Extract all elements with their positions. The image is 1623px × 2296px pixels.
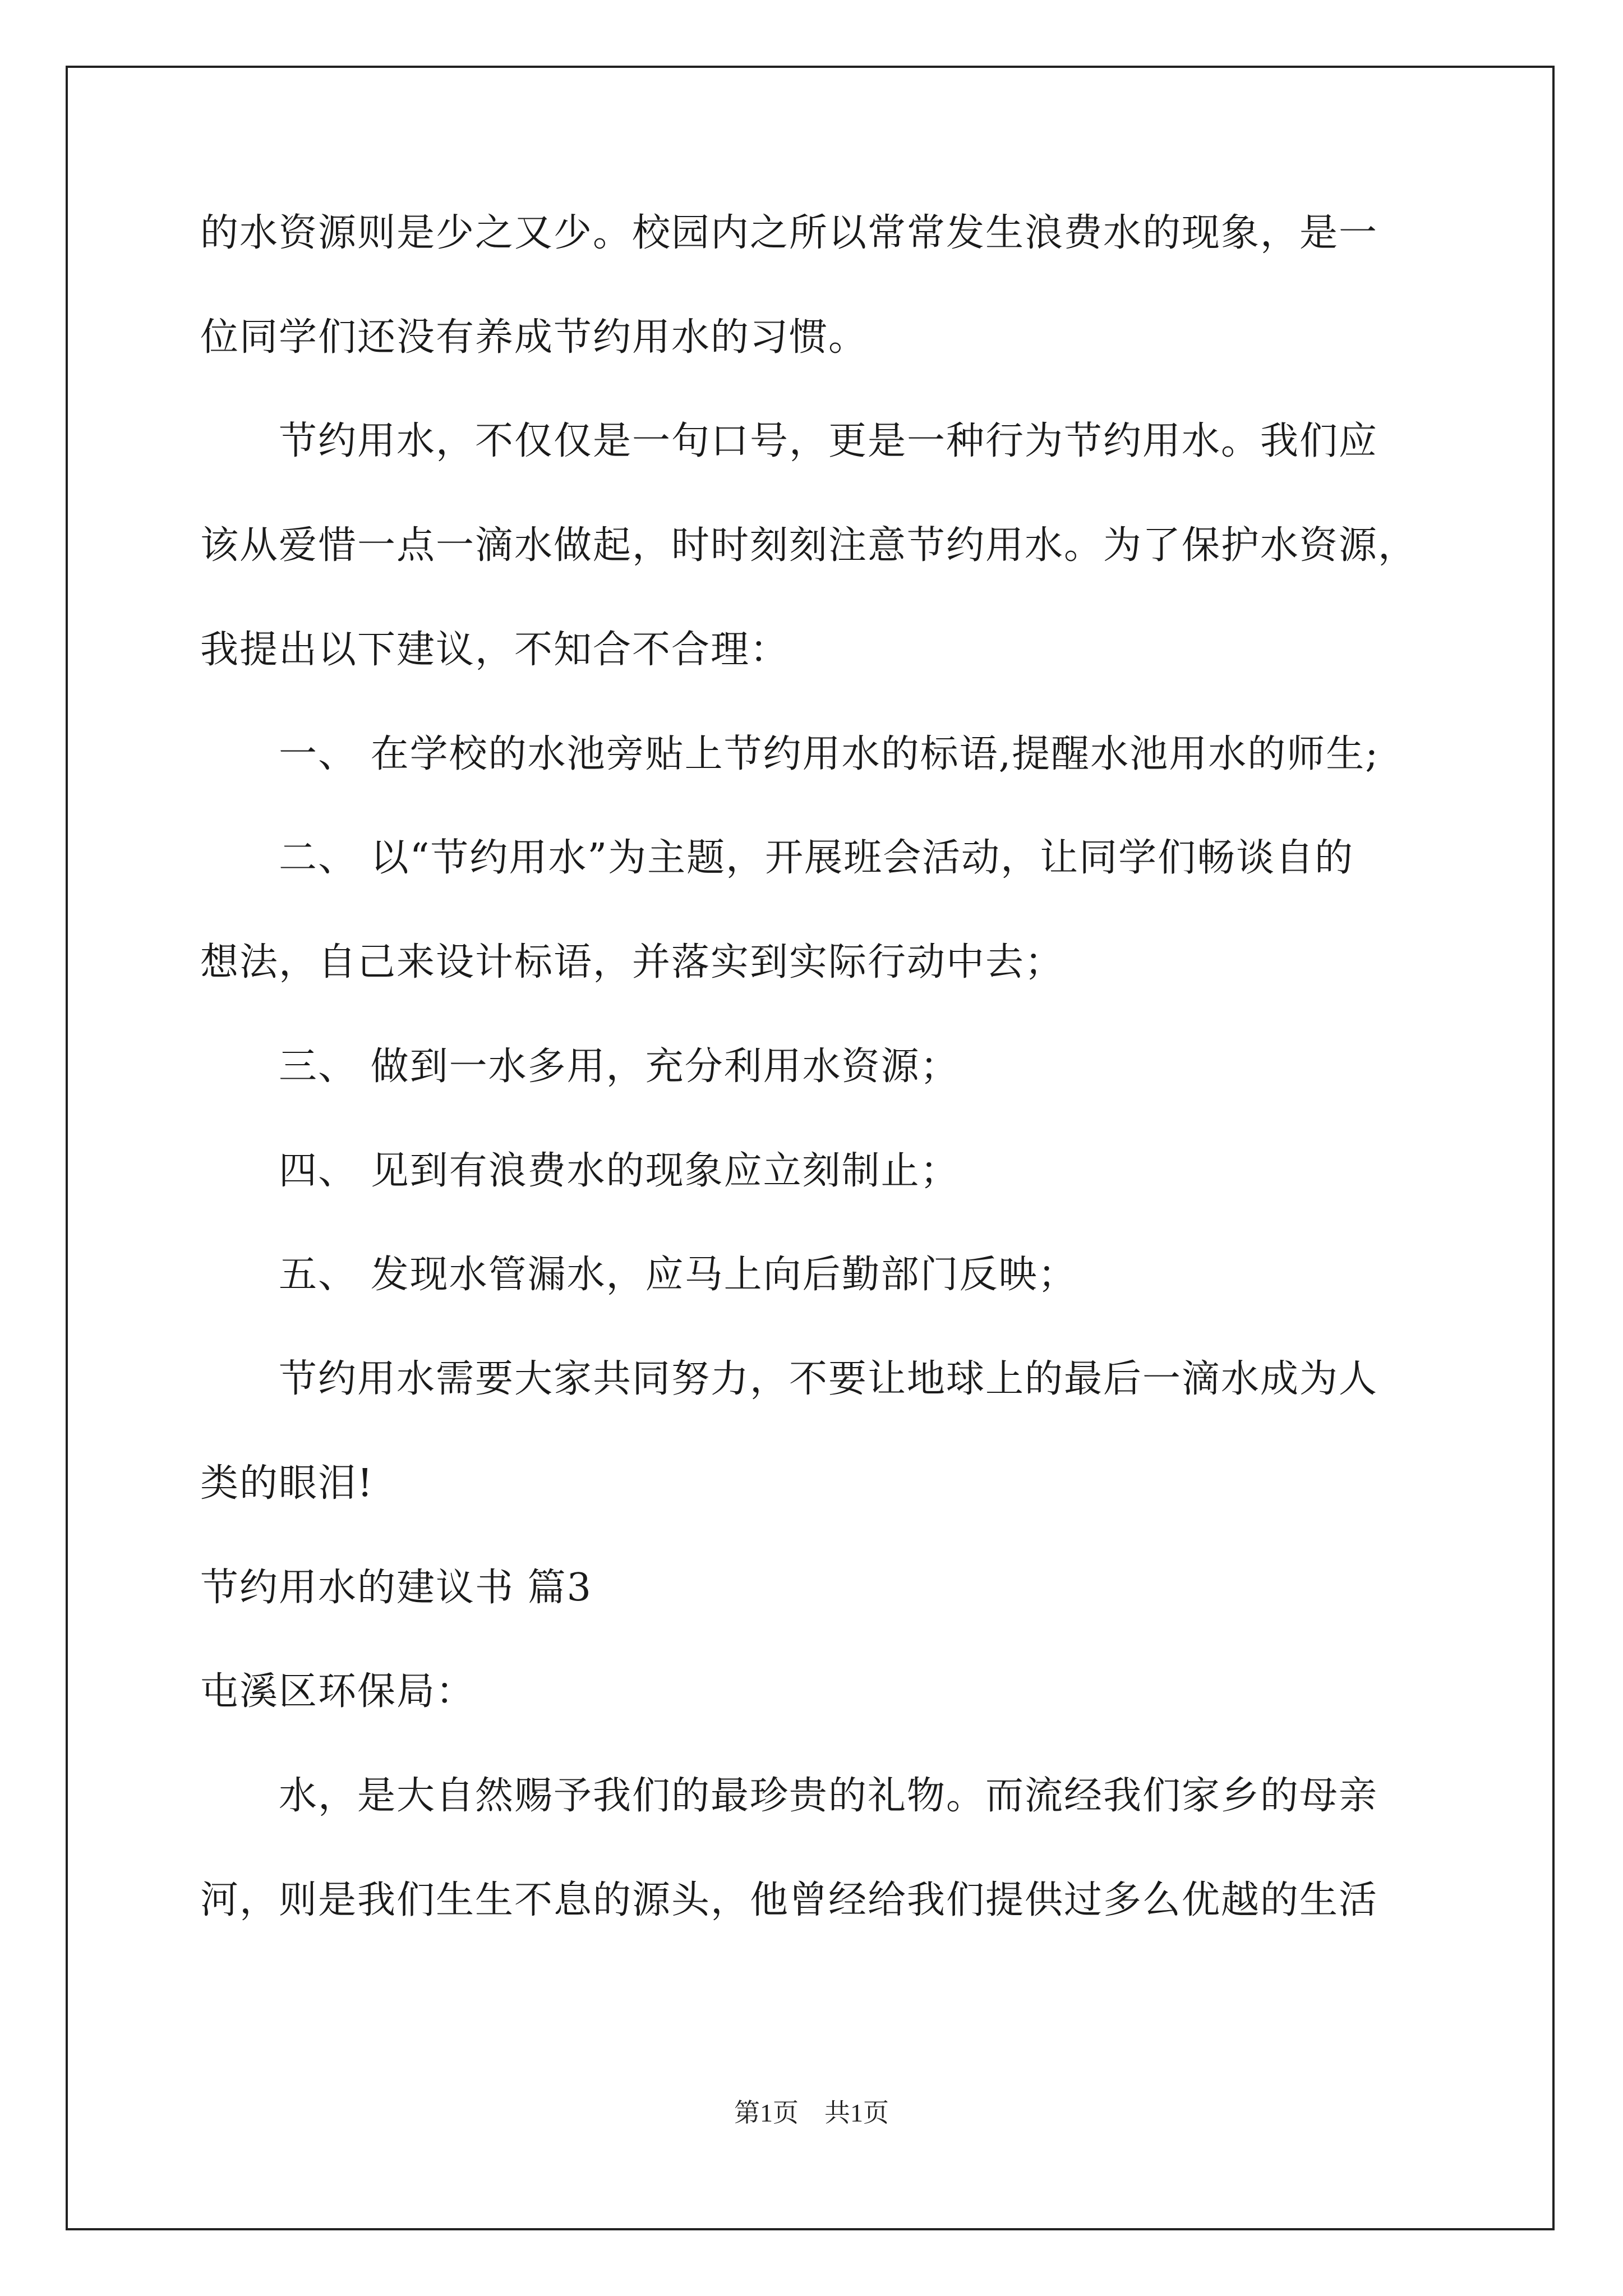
list-item: 三、 做到一水多用，充分利用水资源；: [200, 1045, 960, 1089]
text-line: 河，则是我们生生不息的源头，他曾经给我们提供过多么优越的生活: [200, 1878, 1378, 1922]
text-line: 的水资源则是少之又少。校园内之所以常常发生浪费水的现象，是一: [200, 211, 1378, 255]
text-line: 水，是大自然赐予我们的最珍贵的礼物。而流经我们家乡的母亲: [200, 1774, 1378, 1818]
list-item: 四、 见到有浪费水的现象应立刻制止；: [200, 1149, 960, 1193]
text-line: 类的眼泪!: [200, 1461, 374, 1506]
list-item: 二、 以“节约用水”为主题，开展班会活动，让同学们畅谈自的: [200, 836, 1354, 880]
text-line: 节约用水，不仅仅是一句口号，更是一种行为节约用水。我们应: [200, 419, 1378, 463]
list-item: 五、 发现水管漏水，应马上向后勤部门反映；: [200, 1253, 1077, 1297]
list-item: 一、 在学校的水池旁贴上节约用水的标语,提醒水池用水的师生;: [200, 732, 1380, 776]
section-heading: 节约用水的建议书 篇3: [200, 1566, 592, 1610]
text-line: 节约用水需要大家共同努力，不要让地球上的最后一滴水成为人: [200, 1357, 1378, 1401]
text-line: 我提出以下建议，不知合不合理：: [200, 628, 790, 672]
text-line: 位同学们还没有养成节约用水的习惯。: [200, 315, 868, 360]
page-number-footer: 第1页 共1页: [734, 2099, 889, 2127]
text-line: 想法，自己来设计标语，并落实到实际行动中去；: [200, 940, 1064, 984]
salutation: 屯溪区环保局：: [200, 1669, 476, 1714]
text-line: 该从爱惜一点一滴水做起，时时刻刻注意节约用水。为了保护水资源，: [200, 523, 1418, 568]
